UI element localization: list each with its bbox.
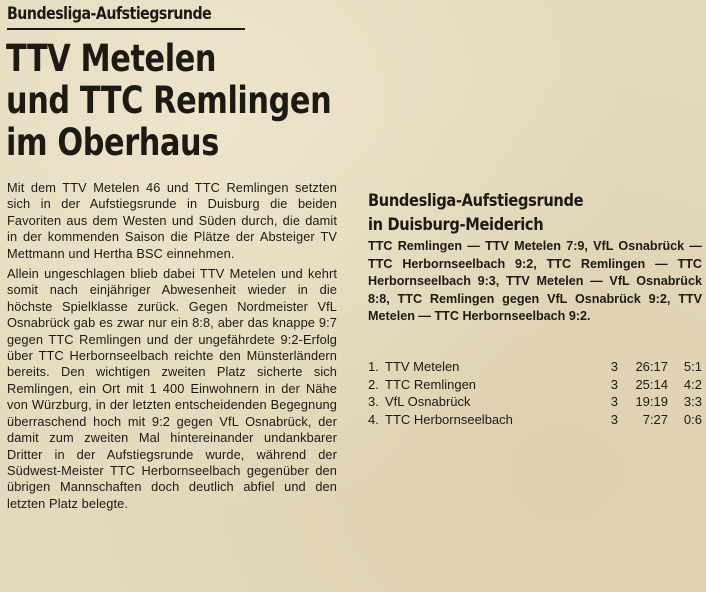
standings-team: TTC Remlingen — [385, 376, 477, 392]
standings-rank: 3. — [368, 394, 379, 409]
standings-points: 3:3 — [683, 394, 702, 409]
match-results: TTC Remlingen — TTV Metelen 7:9, VfL Osnabrück — TTC Herbornseelbach 9:2, TTC Remlingen — TTC Herbornseelbach 9:3, TTV Metelen — VfL Osnabrück 8:8, TTC Remlingen gegen VfL Osnabrück 9:2, TTV Metelen — TTC Herbornseelbach 9:2. — [368, 239, 702, 324]
headline-line-1: TTV Metelen — [6, 37, 217, 80]
standings-rank: 1. — [368, 359, 379, 374]
standings-points: 4:2 — [683, 376, 702, 392]
standings-table — [368, 358, 702, 428]
standings-sets: 19:19 — [635, 394, 668, 409]
headline — [6, 38, 331, 164]
results-box-title-line-1: Bundesliga-Aufstiegsrunde — [368, 191, 584, 211]
standings-sets: 7:27 — [642, 411, 668, 427]
article-body — [7, 180, 337, 516]
standings-rank: 4. — [368, 411, 379, 427]
standings-played: 3 — [610, 359, 618, 374]
standings-row — [368, 393, 702, 411]
standings-played: 3 — [610, 376, 618, 392]
article-paragraph-2: Allein ungeschlagen blieb dabei TTV Metelen und kehrt somit nach einjähriger Abwesenheit wieder in die höchste Spielklasse zurück. Gegen Nordmeister VfL Osnabrück gab es zwar nur ein 8:8, aber das knappe 9:7 gegen TTC Remlingen und der ungefährdete 9:2-Erfolg über TTC Herbornseelbach reichte den Münsterländern bereits. Den wichtigen zweiten Platz sicherte sich Remlingen, ein Ort mit 1 400 Einwohnern in der Nähe von Würzburg, in der letzten entscheidenden Begegnung überraschend hoch mit 9:2 gegen VfL Osnabrück, der damit zum zweiten Mal hintereinander undankbarer Dritter in der Aufstiegsrunde wurde, während der Südwest-Meister TTC Herbornseelbach gegenüber den übrigen Mannschaften doch deutlich abfiel und den letzten Platz belegte. — [7, 266, 337, 511]
standings-played: 3 — [610, 411, 618, 427]
results-box-title — [368, 189, 583, 237]
standings-row — [368, 358, 702, 376]
section-label: Bundesliga-Aufstiegsrunde — [7, 4, 212, 23]
standings-row — [368, 376, 702, 394]
standings-points: 0:6 — [683, 411, 702, 427]
section-underline — [7, 28, 245, 30]
standings-rank: 2. — [368, 376, 379, 392]
standings-team: VfL Osnabrück — [385, 394, 471, 409]
headline-line-3: im Oberhaus — [6, 121, 219, 164]
standings-row — [368, 411, 702, 429]
standings-played: 3 — [610, 394, 618, 409]
results-box-title-line-2: in Duisburg-Meiderich — [368, 215, 544, 235]
standings-sets: 26:17 — [635, 359, 668, 374]
standings-points: 5:1 — [683, 359, 702, 374]
standings-sets: 25:14 — [635, 376, 668, 392]
headline-line-2: und TTC Remlingen — [6, 79, 332, 122]
standings-team: TTV Metelen — [385, 359, 460, 374]
standings-team: TTC Herbornseelbach — [385, 411, 513, 427]
article-paragraph-1: Mit dem TTV Metelen 46 und TTC Remlingen setzten sich in der Aufstiegsrunde in Duisburg die beiden Favoriten aus dem Westen und Süden durch, die damit in der kommenden Saison die Plätze der Absteiger TV Mettmann und Hertha BSC einnehmen. — [7, 180, 337, 261]
